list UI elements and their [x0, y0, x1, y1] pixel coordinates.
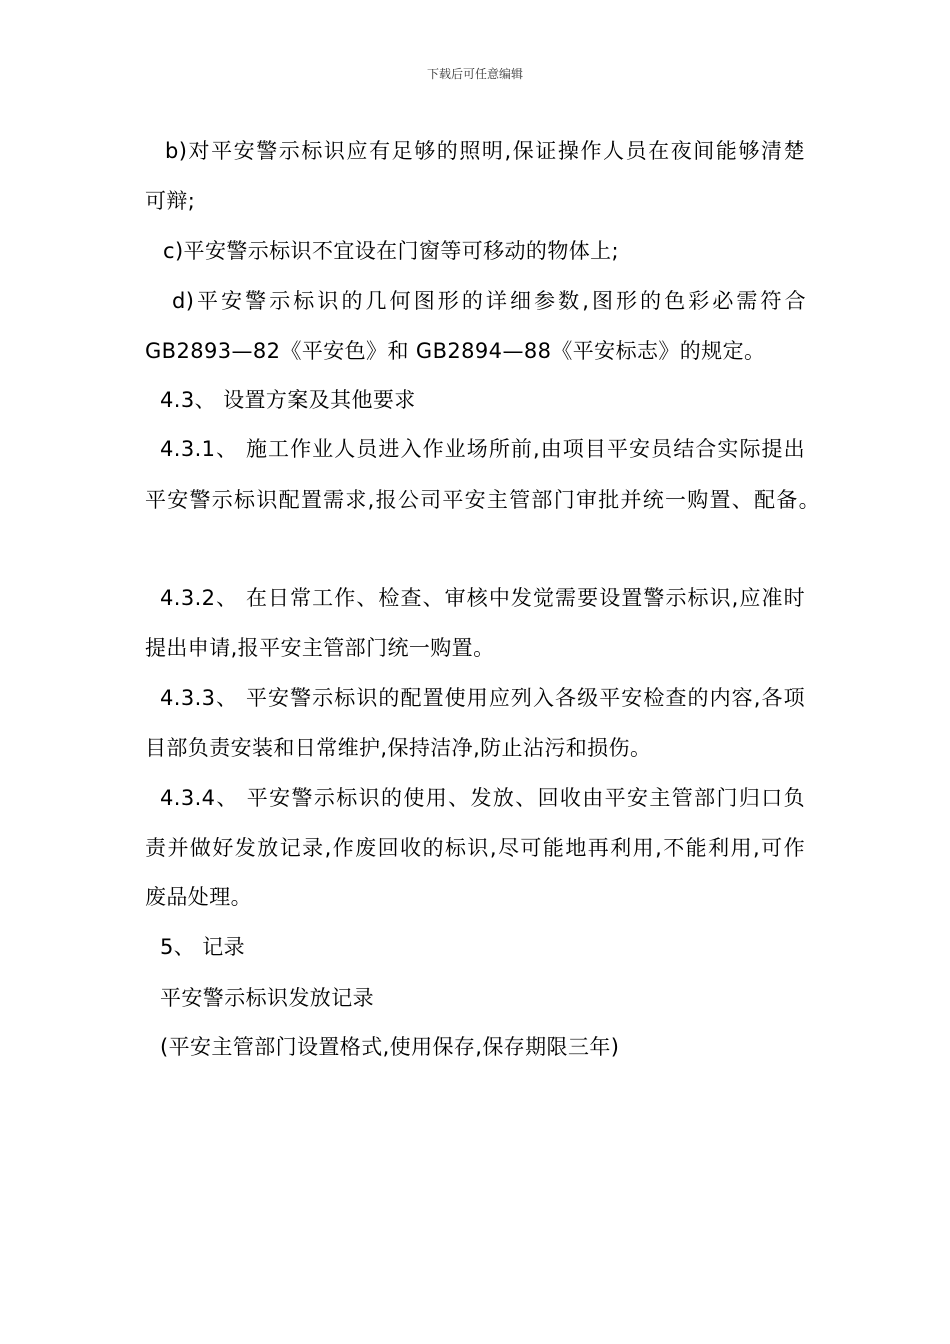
paragraph-line: 提出申请,报平安主管部门统一购置。	[145, 636, 495, 660]
paragraph-line: 4.3.2、 在日常工作、检查、审核中发觉需要设置警示标识,应准时	[160, 586, 805, 610]
section-heading: 4.3、 设置方案及其他要求	[160, 388, 416, 412]
paragraph-line: 4.3.4、 平安警示标识的使用、发放、回收由平安主管部门归口负	[160, 786, 805, 810]
paragraph-line: 平安警示标识配置需求,报公司平安主管部门审批并统一购置、配备。	[145, 488, 820, 512]
record-note: (平安主管部门设置格式,使用保存,保存期限三年)	[160, 1035, 620, 1059]
paragraph-line: 4.3.1、 施工作业人员进入作业场所前,由项目平安员结合实际提出	[160, 437, 805, 461]
paragraph-line: 目部负责安装和日常维护,保持洁净,防止沾污和损伤。	[145, 736, 652, 760]
paragraph-line: GB2893—82《平安色》和 GB2894—88《平安标志》的规定。	[145, 339, 766, 363]
page-header: 下载后可任意编辑	[426, 67, 523, 81]
paragraph-line: 可辩;	[145, 189, 196, 213]
section-heading: 5、 记录	[160, 935, 246, 959]
paragraph-line: 废品处理。	[145, 885, 252, 909]
paragraph-line: d)平安警示标识的几何图形的详细参数,图形的色彩必需符合	[172, 289, 806, 313]
record-title: 平安警示标识发放记录	[160, 986, 374, 1010]
paragraph-line: c)平安警示标识不宜设在门窗等可移动的物体上;	[163, 239, 620, 263]
paragraph-line: 责并做好发放记录,作废回收的标识,尽可能地再利用,不能利用,可作	[145, 836, 805, 860]
paragraph-line: 4.3.3、 平安警示标识的配置使用应列入各级平安检查的内容,各项	[160, 686, 805, 710]
paragraph-line: b)对平安警示标识应有足够的照明,保证操作人员在夜间能够清楚	[165, 139, 805, 163]
